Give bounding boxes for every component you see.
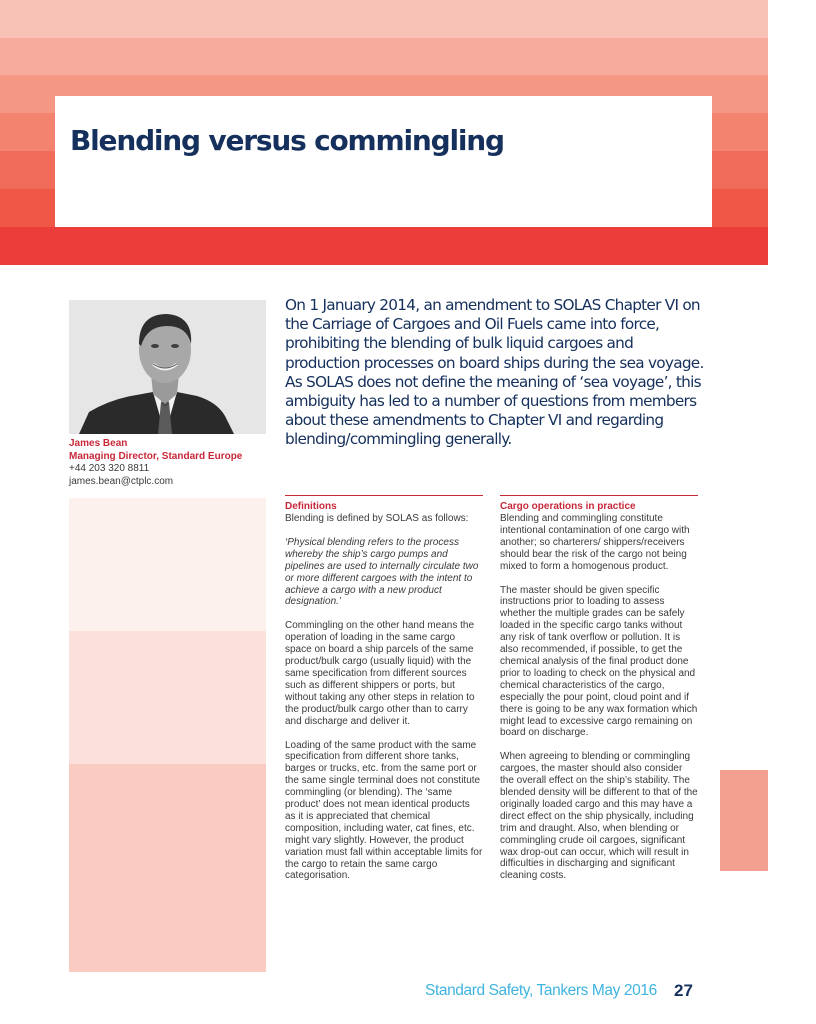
definitions-column <box>285 495 483 894</box>
cargo-operations-paragraph-1: Blending and commingling constitute intentional contamination of one cargo with another; so charterers/ shippers/receivers should bear the risk of the cargo not being mixed to form a homogenous product. <box>500 513 690 572</box>
definitions-heading: Definitions <box>285 501 337 512</box>
author-photo <box>69 300 266 434</box>
author-phone: +44 203 320 8811 <box>69 463 150 474</box>
section-tab[interactable] <box>720 770 816 871</box>
title-box <box>55 96 712 227</box>
footer-publication: Standard Safety, Tankers May 2016 <box>425 982 657 999</box>
definitions-paragraph-3: Loading of the same product with the same specification from different shore tanks, barges or trucks, etc. from the same port or the same single terminal does not constitute commingling (or blending). The ‘same product’ does not mean identical products as it is appreciated that chemical composition, including water, cat fines, etc. might vary slightly. However, the product variation must fall within acceptable limits for the cargo to retain the same cargo categorisation. <box>285 739 483 882</box>
cargo-operations-paragraph-3: When agreeing to blending or commingling cargoes, the master should also consider the overall effect on the ship’s stability. The blended density will be different to that of the originally loaded cargo and this may have a direct effect on the ship physically, including trim and draught. Also, when blending or commingling crude oil cargoes, significant wax drop-out can occur, which will result in difficulties in discharging and significant cleaning costs. <box>500 751 698 882</box>
author-portrait-icon <box>69 300 266 434</box>
author-role: Managing Director, Standard Europe <box>69 450 243 462</box>
decorative-column-top <box>69 498 266 631</box>
section-tab-label: Special operations <box>806 776 816 857</box>
page-title: Blending versus commingling <box>70 124 504 157</box>
cargo-operations-paragraph-2: The master should be given specific instructions prior to loading to assess whether the multiple grades can be safely loaded in the specific cargo tanks without any risk of tank overflow or pollution. It is also recommended, if possible, to get the chemical analysis of the final product done prior to loading to check on the physical and chemical characteristics of the cargo, especially the pour point, cloud point and if there is going to be any wax formation which might lead to excessive cargo remaining on board on discharge. <box>500 584 698 739</box>
decorative-column-middle <box>69 631 266 764</box>
definitions-quote: ‘Physical blending refers to the process whereby the ship’s cargo pumps and pipelines are used to internally circulate two or more different cargoes with the intent to achieve a cargo with a new product designation.’ <box>285 536 479 608</box>
author-email: james.bean@ctplc.com <box>69 475 174 487</box>
page-number: 27 <box>674 981 693 1000</box>
author-name: James Bean <box>69 438 128 449</box>
cargo-operations-heading: Cargo operations in practice <box>500 501 636 512</box>
author-info <box>69 438 242 488</box>
definitions-paragraph-1: Blending is defined by SOLAS as follows: <box>285 513 469 524</box>
intro-paragraph: On 1 January 2014, an amendment to SOLAS Chapter VI on the Carriage of Cargoes and Oil Fuels came into force, prohibiting the blending of bulk liquid cargoes and production processes on board ships during the sea voyage. As SOLAS does not define the meaning of ‘sea voyage’, this ambiguity has led to a number of questions from members about these amendments to Chapter VI and regarding blending/commingling generally. <box>285 296 704 449</box>
definitions-paragraph-2: Commingling on the other hand means the operation of loading in the same cargo space on board a ship parcels of the same product/bulk cargo (usually liquid) with the same specification from different sources such as different shippers or ports, but without taking any other steps in relation to the product/bulk cargo other than to carry and discharge and deliver it. <box>285 620 475 727</box>
cargo-operations-column <box>500 495 698 894</box>
decorative-column-bottom <box>69 764 266 972</box>
